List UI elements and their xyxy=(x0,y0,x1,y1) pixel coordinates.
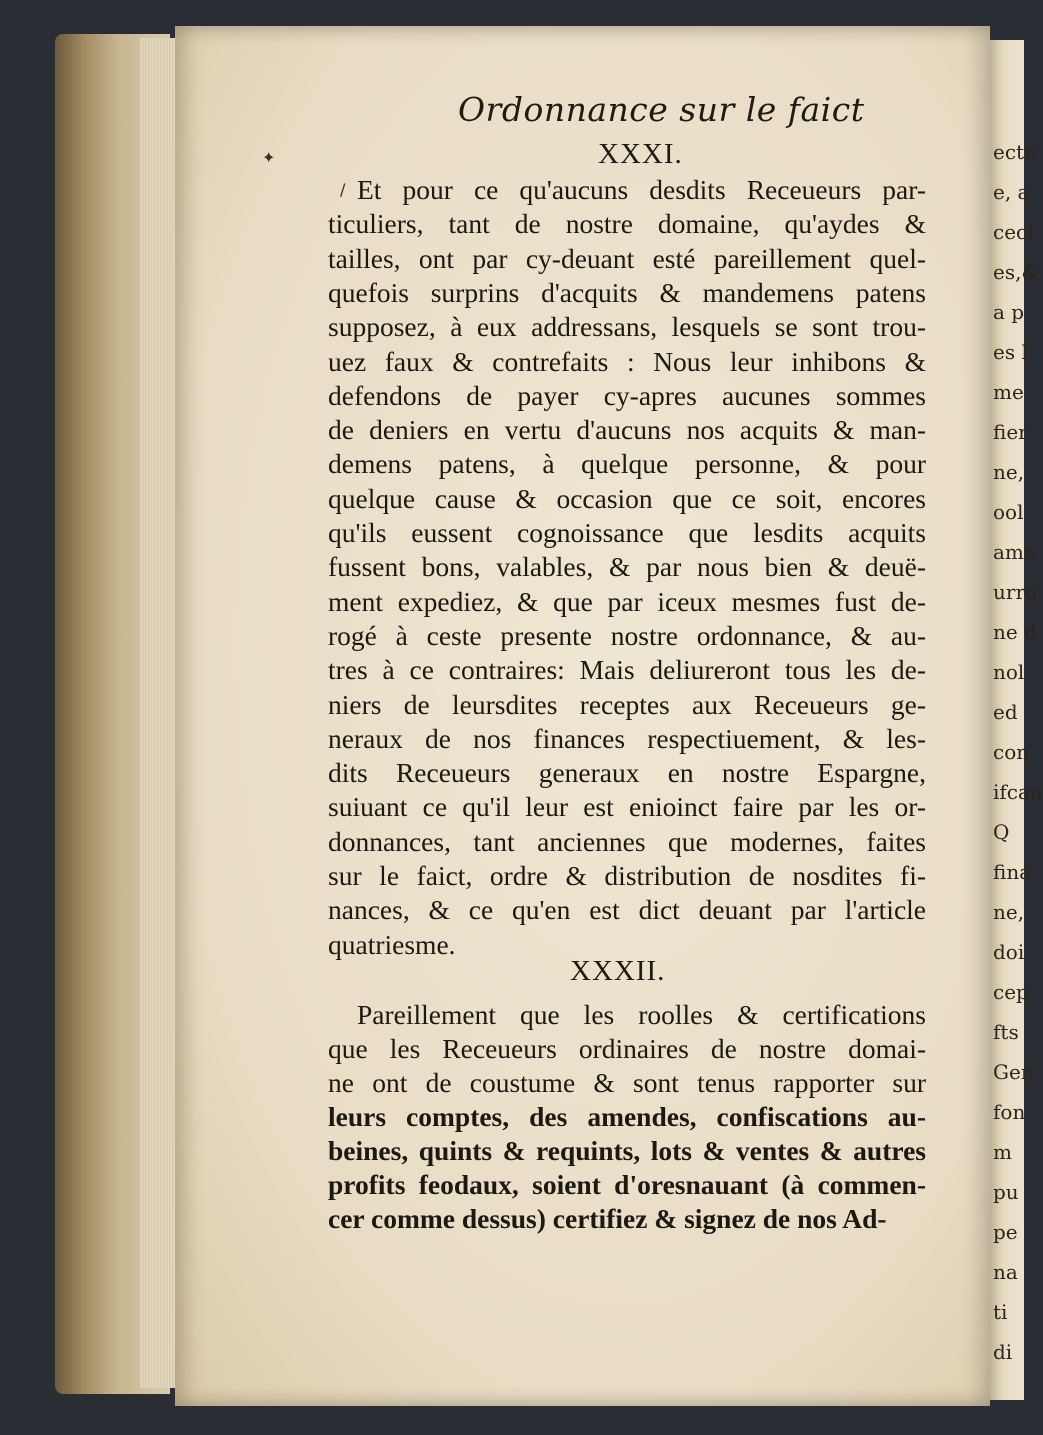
facing-page-fragment: pu xyxy=(993,1180,1019,1204)
facing-page-fragment: ne d xyxy=(993,620,1037,644)
facing-page-fragment: me xyxy=(993,380,1024,404)
text-line: fussent bons, valables, & par nous bien & deuë- xyxy=(328,551,926,583)
ink-mark: ✦ xyxy=(262,148,276,167)
facing-page-fragment: ecte xyxy=(993,140,1036,164)
text-line: nances, & ce qu'en est dict deuant par l'article xyxy=(328,894,926,926)
facing-page-fragment: ti xyxy=(993,1300,1008,1324)
text-line: quefois surprins d'acquits & mandemens patens xyxy=(328,276,926,308)
facing-page-fragment: e, a xyxy=(993,180,1030,204)
facing-page-fragment: ifcan xyxy=(993,780,1043,804)
text-line: cer comme dessus) certifiez & signez de nos Ad- xyxy=(328,1203,887,1234)
facing-page-fragment: di xyxy=(993,1340,1013,1364)
text-line: Et pour ce qu'aucuns desdits Receueurs par- xyxy=(357,174,926,205)
facing-page-fragment: ed xyxy=(993,700,1018,724)
text-line: leurs comptes, des amendes, confiscations au- xyxy=(328,1101,926,1132)
facing-page-fragment: ne, xyxy=(993,460,1025,484)
facing-page-fragment: fier xyxy=(993,420,1028,444)
text-line: defendons de payer cy-apres aucunes sommes xyxy=(328,379,926,411)
text-line: ment expediez, & que par iceux mesmes fust de- xyxy=(328,585,926,617)
text-line: neraux de nos finances respectiuement, & les- xyxy=(328,722,926,754)
text-line: beines, quints & requints, lots & ventes & autres xyxy=(328,1135,926,1166)
facing-page-fragment: cecl xyxy=(993,220,1034,244)
text-line: donnances, tant anciennes que modernes, faites xyxy=(328,825,926,857)
text-line: qu'ils eussent cognoissance que lesdits acquits xyxy=(328,517,926,548)
text-line: tailles, ont par cy-deuant esté pareillement quel- xyxy=(328,242,926,274)
facing-page-fragment: pe xyxy=(993,1220,1018,1244)
facing-page-fragment: con xyxy=(993,740,1030,764)
facing-page-fragment: Q xyxy=(993,820,1010,844)
ink-mark: / xyxy=(340,180,346,199)
text-line: uez faux & contrefaits : Nous leur inhibons & xyxy=(328,345,926,377)
text-line: Pareillement que les roolles & certifications xyxy=(357,999,926,1030)
page-stack-edge xyxy=(140,38,180,1388)
facing-page-fragment: es l xyxy=(993,340,1028,364)
facing-page-fragment: es,& xyxy=(993,260,1040,284)
facing-page-fragment: fon xyxy=(993,1100,1026,1124)
text-line: quelque cause & occasion que ce soit, encores xyxy=(328,482,926,514)
facing-page-fragment: Gen xyxy=(993,1060,1034,1084)
text-line: dits Receueurs generaux en nostre Espargne, xyxy=(328,757,926,789)
facing-page-fragment: cep xyxy=(993,980,1029,1004)
text-line: sur le faict, ordre & distribution de nosdites fi- xyxy=(328,860,926,891)
section-number: XXXI. xyxy=(598,138,683,170)
facing-page-fragment: m xyxy=(993,1140,1012,1164)
text-line: rogé à ceste presente nostre ordonnance, & au- xyxy=(328,619,926,651)
text-line: suiuant ce qu'il leur est enioinct faire par les or- xyxy=(328,791,926,823)
text-line: tres à ce contraires: Mais deliureront tous les de- xyxy=(328,654,926,686)
text-line: ticuliers, tant de nostre domaine, qu'aydes & xyxy=(328,208,926,240)
facing-page-fragment: fts xyxy=(993,1020,1019,1044)
facing-page-fragment: urro xyxy=(993,580,1038,604)
text-line: quatriesme. xyxy=(328,928,456,960)
text-line: que les Receueurs ordinaires de nostre domai- xyxy=(328,1033,926,1064)
text-line: niers de leursdites receptes aux Receueurs ge- xyxy=(328,688,926,720)
facing-page-fragment: ool xyxy=(993,500,1024,524)
running-head: Ordonnance sur le faict xyxy=(458,90,865,129)
text-line: demens patens, à quelque personne, & pour xyxy=(328,448,926,480)
text-line: ne ont de coustume & sont tenus rapporter sur xyxy=(328,1067,926,1098)
facing-page-sliver xyxy=(990,40,1043,1400)
text-line: de deniers en vertu d'aucuns nos acquits & man- xyxy=(328,414,926,446)
facing-page-fragment: nol xyxy=(993,660,1025,684)
text-line: profits feodaux, soient d'oresnauant (à commen- xyxy=(328,1169,926,1200)
section-number: XXXII. xyxy=(570,955,666,987)
facing-page-fragment: ame xyxy=(993,540,1036,564)
text-line: supposez, à eux addressans, lesquels se sont trou- xyxy=(328,311,926,343)
facing-page-fragment: doi xyxy=(993,940,1025,964)
facing-page-fragment: a p xyxy=(993,300,1025,324)
facing-page-fragment: ne, xyxy=(993,900,1025,924)
facing-page-fragment: na xyxy=(993,1260,1018,1284)
facing-page-fragment: fina xyxy=(993,860,1032,884)
